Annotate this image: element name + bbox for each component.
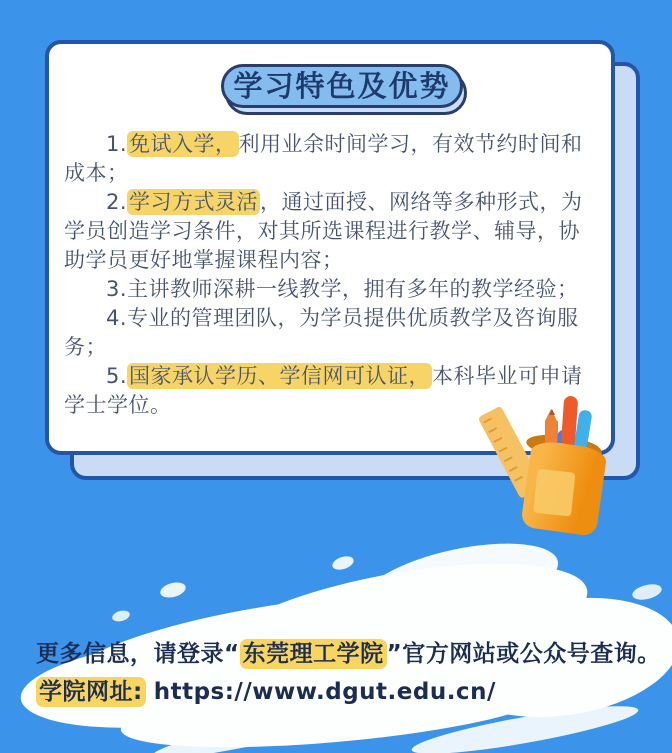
item-text: 主讲教师深耕一线教学，拥有多年的教学经验； <box>127 277 579 301</box>
highlighted-text: 学习方式灵活 <box>129 190 259 214</box>
cloud-splatter <box>159 580 188 600</box>
title-badge <box>221 64 463 108</box>
footer-text: ”官方网站或公众号查询。 <box>386 641 661 667</box>
cloud-splatter <box>631 582 663 603</box>
section-title: 学习特色及优势 <box>233 69 451 103</box>
list-item <box>64 304 598 362</box>
list-item <box>64 130 598 188</box>
item-number: 1. <box>106 132 128 156</box>
item-text: 本科毕业可申请学士学位。 <box>64 364 583 417</box>
footer-info <box>36 638 666 714</box>
item-number: 3. <box>106 277 128 301</box>
footer-line-2 <box>36 676 666 709</box>
highlighted-text: 国家承认学历、学信网可认证， <box>129 364 431 388</box>
cloud-splatter <box>111 609 131 623</box>
website-url[interactable]: https://www.dgut.edu.cn/ <box>153 679 496 705</box>
item-text: ，通过面授、网络等多种形式，为学员创造学习条件，对其所选课程进行教学、辅导，协助学员更好地掌握课程内容； <box>64 190 583 272</box>
list-item <box>64 188 598 275</box>
cup-body <box>520 439 608 537</box>
footer-line-1 <box>36 638 666 671</box>
item-number: 4. <box>106 306 128 330</box>
item-number: 5. <box>106 364 128 388</box>
item-text: 利用业余时间学习，有效节约时间和成本； <box>64 132 583 185</box>
highlighted-text: 免试入学， <box>129 132 237 156</box>
footer-text: 更多信息，请登录“ <box>36 641 240 667</box>
item-number: 2. <box>106 190 128 214</box>
feature-list <box>64 130 598 420</box>
cloud-splatter <box>331 554 356 572</box>
website-label-highlight: 学院网址: <box>36 677 146 707</box>
cup-label <box>533 469 575 517</box>
school-name-highlight: 东莞理工学院 <box>240 639 387 669</box>
pencil-cup-illustration <box>498 388 628 538</box>
item-text: 专业的管理团队，为学员提供优质教学及咨询服务； <box>64 306 579 359</box>
list-item <box>64 275 598 304</box>
